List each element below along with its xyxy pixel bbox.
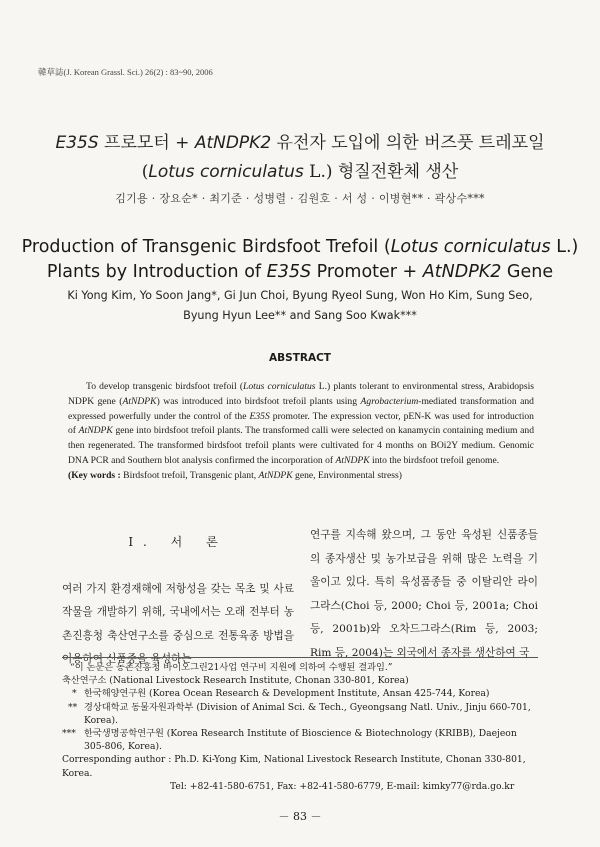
abstract-text: gene into birdsfoot trefoil plants. The transformed calli were selected on kanamycin containing medium and then regenerated. The transformed birdsfoot trefoil plants were cultivated for 4 months on BOi2Y medium. Genomic DNA PCR and Southern blot analysis confirmed the incorporation of — [68, 425, 534, 466]
page-number: － 83 － — [278, 810, 322, 823]
footnote-text: 경상대학교 동물자원과학부 (Division of Animal Sci. & Tech., Gyeongsang Natl. Univ., Jinju 660-701, Korea). — [84, 701, 531, 726]
english-title-text-a: Production of Transgenic Birdsfoot Trefoil ( — [21, 237, 391, 257]
body-column-right — [310, 524, 538, 665]
abstract-agrobacterium: Agrobacterium — [360, 395, 419, 407]
footnote-mark: *** — [62, 728, 76, 740]
abstract-species: Lotus corniculatus — [243, 381, 316, 392]
footnote-affiliation-1: 축산연구소 (National Livestock Research Institute, Chonan 330-801, Korea) — [62, 675, 409, 687]
korean-title-promoter: E35S — [55, 133, 99, 153]
abstract-text: -mediated transformation and expressed powerfully under the control of the — [68, 395, 534, 422]
footnote-mark: * — [72, 688, 77, 700]
footnote-affiliation-3 — [62, 701, 540, 727]
abstract-gene: AtNDPK — [78, 425, 113, 437]
english-title-text-b: L.) — [550, 237, 579, 257]
abstract-text: L.) plants tolerant to environmental stress, Arabidopsis NDPK gene ( — [68, 381, 534, 407]
english-title-text-c: Plants by Introduction of — [46, 262, 267, 282]
korean-title-line-1 — [0, 128, 600, 153]
english-title-line-2 — [0, 262, 600, 282]
keywords-text: Birdsfoot trefoil, Transgenic plant, — [120, 469, 259, 481]
abstract-text: into the birdsfoot trefoil genome. — [369, 454, 500, 466]
footnote-text: 한국해양연구원 (Korea Ocean Research & Development Institute, Ansan 425-744, Korea) — [84, 688, 490, 700]
abstract-text: ) was introduced into birdsfoot trefoil plants using — [156, 395, 361, 407]
english-title-text-e: Gene — [501, 262, 554, 282]
footnote-mark: ** — [68, 701, 78, 713]
english-title-promoter: E35S — [266, 262, 312, 282]
english-title-gene: AtNDPK2 — [422, 262, 502, 282]
korean-title-text-a: 프로모터 + — [98, 133, 195, 153]
footnote-funding: “이 논문은 농촌진흥청 바이오그린21사업 연구비 지원에 의하여 수행된 결과임.” — [70, 662, 393, 673]
english-title-text-d: Promoter + — [311, 262, 423, 282]
english-authors-line-2: Byung Hyun Lee** and Sang Soo Kwak*** — [183, 309, 417, 322]
keywords — [68, 469, 534, 484]
footnote-affiliation-4 — [62, 727, 540, 753]
abstract-text: To develop transgenic birdsfoot trefoil ( — [86, 381, 244, 392]
english-title-line-1 — [0, 237, 600, 257]
korean-title-line-2 — [0, 157, 600, 182]
abstract-gene: AtNDPK — [335, 454, 370, 466]
footnote-text: 한국생명공학연구원 (Korea Research Institute of Bioscience & Biotechnology (KRIBB), Daejeon 305-806, Korea). — [84, 728, 517, 753]
footnote-contact: Tel: +82-41-580-6751, Fax: +82-41-580-6779, E-mail: kimky77@rda.go.kr — [170, 780, 515, 792]
abstract-body — [68, 380, 534, 484]
english-authors-line-1: Ki Yong Kim, Yo Soon Jang*, Gi Jun Choi, Byung Ryeol Sung, Won Ho Kim, Sung Seo, — [67, 289, 533, 302]
footnote-corresponding-author: Corresponding author : Ph.D. Ki-Yong Kim, National Livestock Research Institute, Chonan 330-801, Korea. — [62, 754, 526, 779]
footnote-divider — [62, 657, 538, 658]
abstract-gene: AtNDPK — [122, 395, 157, 407]
section-heading: Ⅰ. 서 론 — [128, 535, 228, 549]
korean-title-text-b: 유전자 도입에 의한 버즈풋 트레포일 — [271, 133, 545, 153]
footnote-affiliation-2 — [62, 687, 540, 700]
body-column-left — [62, 524, 294, 672]
english-title-species: Lotus corniculatus — [390, 237, 551, 257]
keywords-gene: AtNDPK — [258, 469, 293, 481]
keywords-label: (Key words : — [68, 469, 121, 481]
korean-title-paren: ( — [141, 162, 149, 182]
korean-title-species: Lotus corniculatus — [148, 162, 304, 182]
keywords-text: gene, Environmental stress) — [292, 469, 402, 481]
running-head: 韓草誌(J. Korean Grassl. Sci.) 26(2) : 83~90, 2006 — [38, 67, 213, 77]
korean-title-gene: AtNDPK2 — [194, 133, 272, 153]
body-text-left: 여러 가지 환경재해에 저항성을 갖는 목초 및 사료작물을 개발하기 위해, 국내에서는 오래 전부터 농촌진흥청 축산연구소를 중심으로 전통육종 방법을 이용하여 신품종을 육성하는 — [62, 582, 294, 665]
abstract-text: promoter. The expression vector, pEN-K was used for introduction of — [68, 410, 534, 437]
footnotes — [62, 661, 540, 793]
korean-title-text-c: L.) 형질전환체 생산 — [303, 162, 459, 182]
abstract-paragraph — [68, 380, 534, 469]
abstract-heading: ABSTRACT — [269, 352, 331, 364]
body-text-right: 연구를 지속해 왔으며, 그 동안 육성된 신품종들의 종자생산 및 농가보급을 위해 많은 노력을 기울이고 있다. 특히 육성품종들 중 이탈리안 라이그라스(Choi 등, 2000; Choi 등, 2001a; Choi 등, 2001b)와 오차드그라스(Rim 등, 2003; Rim 등, 2004)는 외국에서 종자를 생산하여 국 — [310, 529, 538, 659]
abstract-promoter: E35S — [249, 410, 270, 422]
korean-authors: 김기용 · 장요순* · 최기준 · 성병렬 · 김원호 · 서 성 · 이병현** · 곽상수*** — [115, 192, 485, 205]
